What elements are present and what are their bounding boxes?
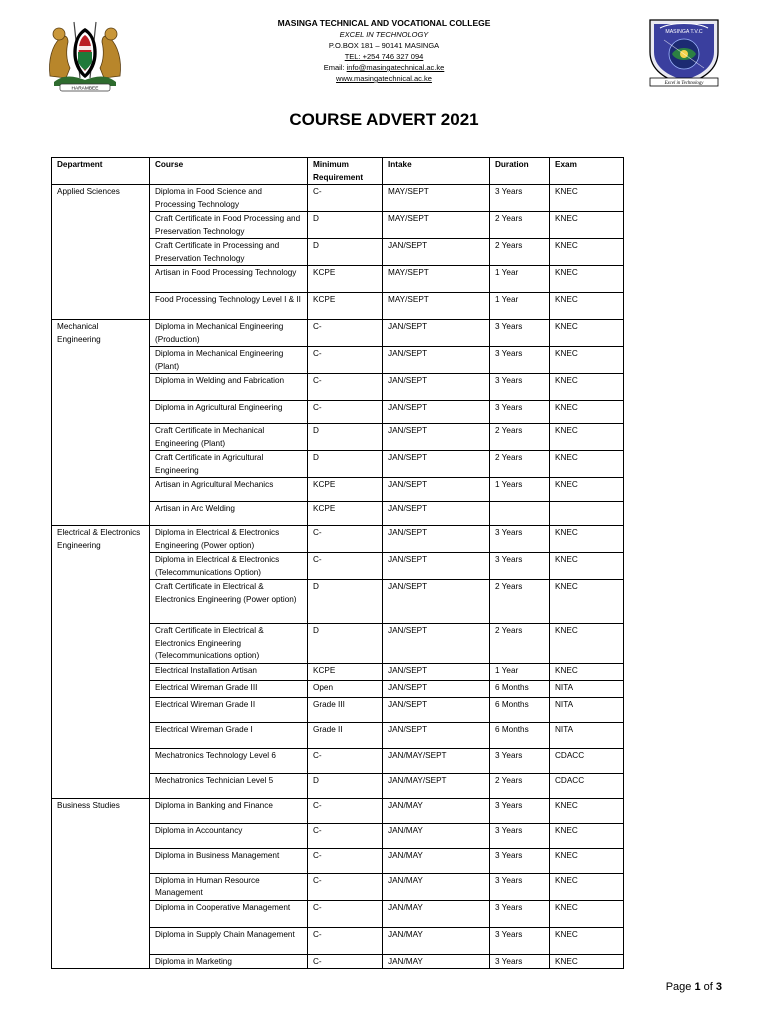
exam-cell: NITA	[550, 697, 624, 722]
requirement-cell: C-	[308, 900, 383, 927]
course-cell: Craft Certificate in Processing and Preservation Technology	[150, 239, 308, 266]
intake-cell: JAN/SEPT	[383, 320, 490, 347]
requirement-cell: KCPE	[308, 266, 383, 293]
intake-cell: JAN/SEPT	[383, 374, 490, 401]
course-table-body	[52, 185, 624, 969]
department-cell-empty	[52, 266, 150, 293]
duration-cell: 1 Year	[490, 266, 550, 293]
exam-cell	[550, 502, 624, 526]
requirement-cell: KCPE	[308, 478, 383, 502]
intake-cell: JAN/SEPT	[383, 663, 490, 680]
department-cell-empty	[52, 954, 150, 969]
table-header-row	[52, 158, 624, 185]
course-cell: Diploma in Mechanical Engineering (Production)	[150, 320, 308, 347]
exam-cell: KNEC	[550, 266, 624, 293]
email-label: Email:	[323, 63, 347, 72]
page-footer	[666, 981, 722, 993]
department-cell: Electrical & Electronics Engineering	[52, 526, 150, 553]
exam-cell: KNEC	[550, 526, 624, 553]
table-row	[52, 374, 624, 401]
exam-cell: KNEC	[550, 185, 624, 212]
department-cell-empty	[52, 848, 150, 873]
table-row	[52, 293, 624, 320]
course-cell: Artisan in Agricultural Mechanics	[150, 478, 308, 502]
department-cell-empty	[52, 451, 150, 478]
exam-cell: KNEC	[550, 954, 624, 969]
intake-cell: JAN/MAY	[383, 798, 490, 823]
exam-cell: KNEC	[550, 553, 624, 580]
exam-cell: KNEC	[550, 320, 624, 347]
exam-cell: KNEC	[550, 401, 624, 424]
duration-cell: 3 Years	[490, 798, 550, 823]
page-title: COURSE ADVERT 2021	[289, 110, 479, 129]
table-row	[52, 624, 624, 664]
department-cell-empty	[52, 873, 150, 900]
duration-cell: 3 Years	[490, 553, 550, 580]
department-cell: Mechanical Engineering	[52, 320, 150, 347]
course-cell: Electrical Installation Artisan	[150, 663, 308, 680]
duration-cell: 3 Years	[490, 320, 550, 347]
requirement-cell: C-	[308, 320, 383, 347]
intake-cell: JAN/SEPT	[383, 553, 490, 580]
intake-cell: JAN/MAY	[383, 873, 490, 900]
course-cell: Diploma in Banking and Finance	[150, 798, 308, 823]
exam-cell: CDACC	[550, 748, 624, 773]
course-cell: Craft Certificate in Food Processing and Preservation Technology	[150, 212, 308, 239]
requirement-cell: KCPE	[308, 293, 383, 320]
duration-cell: 1 Years	[490, 478, 550, 502]
requirement-cell: KCPE	[308, 663, 383, 680]
duration-cell: 2 Years	[490, 451, 550, 478]
exam-cell: KNEC	[550, 823, 624, 848]
table-row	[52, 873, 624, 900]
exam-cell: KNEC	[550, 424, 624, 451]
table-row	[52, 697, 624, 722]
table-row	[52, 773, 624, 798]
course-cell: Diploma in Food Science and Processing Technology	[150, 185, 308, 212]
department-cell-empty	[52, 773, 150, 798]
column-header-duration: Duration	[490, 158, 550, 185]
requirement-cell: D	[308, 773, 383, 798]
course-cell: Electrical Wireman Grade I	[150, 722, 308, 748]
course-cell: Diploma in Electrical & Electronics (Telecommunications Option)	[150, 553, 308, 580]
table-row	[52, 185, 624, 212]
course-cell: Diploma in Accountancy	[150, 823, 308, 848]
requirement-cell: D	[308, 239, 383, 266]
duration-cell: 3 Years	[490, 347, 550, 374]
intake-cell: JAN/MAY	[383, 900, 490, 927]
requirement-cell: C-	[308, 848, 383, 873]
table-row	[52, 927, 624, 954]
duration-cell: 2 Years	[490, 239, 550, 266]
intake-cell: MAY/SEPT	[383, 293, 490, 320]
column-header-intake: Intake	[383, 158, 490, 185]
requirement-cell: C-	[308, 185, 383, 212]
intake-cell: JAN/SEPT	[383, 239, 490, 266]
course-cell: Diploma in Supply Chain Management	[150, 927, 308, 954]
exam-cell: KNEC	[550, 212, 624, 239]
college-motto: EXCEL IN TECHNOLOGY	[339, 30, 429, 39]
table-row	[52, 553, 624, 580]
coat-of-arms-icon	[44, 16, 126, 92]
exam-cell: NITA	[550, 680, 624, 697]
exam-cell: KNEC	[550, 900, 624, 927]
duration-cell: 2 Years	[490, 580, 550, 624]
exam-cell: KNEC	[550, 451, 624, 478]
intake-cell: JAN/SEPT	[383, 624, 490, 664]
intake-cell: MAY/SEPT	[383, 212, 490, 239]
duration-cell: 2 Years	[490, 424, 550, 451]
department-cell-empty	[52, 697, 150, 722]
department-cell-empty	[52, 424, 150, 451]
department-cell-empty	[52, 927, 150, 954]
table-row	[52, 680, 624, 697]
intake-cell: JAN/SEPT	[383, 722, 490, 748]
requirement-cell: Grade III	[308, 697, 383, 722]
duration-cell: 3 Years	[490, 185, 550, 212]
of-word: of	[700, 981, 716, 993]
page-number: 1	[694, 981, 701, 993]
exam-cell: KNEC	[550, 580, 624, 624]
department-cell: Applied Sciences	[52, 185, 150, 212]
column-header-department: Department	[52, 158, 150, 185]
table-row	[52, 212, 624, 239]
course-cell: Craft Certificate in Electrical & Electronics Engineering (Telecommunications option)	[150, 624, 308, 664]
table-row	[52, 502, 624, 526]
requirement-cell: D	[308, 580, 383, 624]
intake-cell: JAN/SEPT	[383, 580, 490, 624]
department-cell-empty	[52, 374, 150, 401]
duration-cell: 3 Years	[490, 927, 550, 954]
table-row	[52, 239, 624, 266]
table-row	[52, 823, 624, 848]
department-cell-empty	[52, 502, 150, 526]
table-row	[52, 798, 624, 823]
table-row	[52, 722, 624, 748]
course-cell: Diploma in Mechanical Engineering (Plant)	[150, 347, 308, 374]
table-row	[52, 580, 624, 624]
total-pages: 3	[715, 981, 722, 993]
duration-cell: 3 Years	[490, 374, 550, 401]
department-cell-empty	[52, 663, 150, 680]
duration-cell	[490, 502, 550, 526]
intake-cell: JAN/SEPT	[383, 347, 490, 374]
requirement-cell: C-	[308, 553, 383, 580]
exam-cell: KNEC	[550, 374, 624, 401]
course-cell: Diploma in Marketing	[150, 954, 308, 969]
duration-cell: 3 Years	[490, 823, 550, 848]
department-cell-empty	[52, 748, 150, 773]
column-header-exam: Exam	[550, 158, 624, 185]
column-header-minimum-requirement: Minimum Requirement	[308, 158, 383, 185]
exam-cell: KNEC	[550, 624, 624, 664]
requirement-cell: C-	[308, 374, 383, 401]
exam-cell: KNEC	[550, 848, 624, 873]
duration-cell: 6 Months	[490, 722, 550, 748]
requirement-cell: C-	[308, 873, 383, 900]
table-row	[52, 748, 624, 773]
duration-cell: 2 Years	[490, 624, 550, 664]
department-cell-empty	[52, 478, 150, 502]
table-row	[52, 900, 624, 927]
intake-cell: JAN/MAY	[383, 823, 490, 848]
requirement-cell: D	[308, 451, 383, 478]
email-line	[250, 62, 518, 73]
requirement-cell: KCPE	[308, 502, 383, 526]
logo-motto-text: Excel in Technology	[664, 81, 704, 86]
course-cell: Food Processing Technology Level I & II	[150, 293, 308, 320]
department-cell-empty	[52, 212, 150, 239]
duration-cell: 2 Years	[490, 212, 550, 239]
requirement-cell: D	[308, 424, 383, 451]
page-word: Page	[665, 981, 695, 993]
course-cell: Diploma in Business Management	[150, 848, 308, 873]
table-row	[52, 954, 624, 969]
intake-cell: JAN/SEPT	[383, 680, 490, 697]
duration-cell: 3 Years	[490, 954, 550, 969]
table-row	[52, 848, 624, 873]
course-cell: Craft Certificate in Electrical & Electronics Engineering (Power option)	[150, 580, 308, 624]
requirement-cell: D	[308, 624, 383, 664]
intake-cell: JAN/MAY	[383, 927, 490, 954]
crest-banner-text: HARAMBEE	[71, 86, 99, 92]
website-link[interactable]: www.masingatechnical.ac.ke	[336, 74, 432, 83]
table-row	[52, 401, 624, 424]
table-row	[52, 451, 624, 478]
department-cell-empty	[52, 401, 150, 424]
intake-cell: JAN/MAY	[383, 954, 490, 969]
department-cell: Business Studies	[52, 798, 150, 823]
college-logo-icon	[644, 16, 724, 88]
duration-cell: 2 Years	[490, 773, 550, 798]
duration-cell: 3 Years	[490, 401, 550, 424]
department-cell-empty	[52, 580, 150, 624]
requirement-cell: Grade II	[308, 722, 383, 748]
exam-cell: KNEC	[550, 663, 624, 680]
course-cell: Diploma in Agricultural Engineering	[150, 401, 308, 424]
course-cell: Artisan in Food Processing Technology	[150, 266, 308, 293]
duration-cell: 6 Months	[490, 697, 550, 722]
duration-cell: 3 Years	[490, 748, 550, 773]
department-cell-empty	[52, 624, 150, 664]
table-row	[52, 320, 624, 347]
course-cell: Electrical Wireman Grade III	[150, 680, 308, 697]
exam-cell: KNEC	[550, 873, 624, 900]
intake-cell: JAN/SEPT	[383, 424, 490, 451]
exam-cell: CDACC	[550, 773, 624, 798]
course-cell: Diploma in Cooperative Management	[150, 900, 308, 927]
intake-cell: JAN/MAY	[383, 848, 490, 873]
table-row	[52, 347, 624, 374]
college-name: MASINGA TECHNICAL AND VOCATIONAL COLLEGE	[277, 18, 491, 28]
exam-cell: KNEC	[550, 798, 624, 823]
intake-cell: JAN/SEPT	[383, 451, 490, 478]
course-cell: Craft Certificate in Mechanical Engineering (Plant)	[150, 424, 308, 451]
email-link[interactable]: info@masingatechnical.ac.ke	[346, 63, 445, 72]
duration-cell: 6 Months	[490, 680, 550, 697]
exam-cell: KNEC	[550, 347, 624, 374]
duration-cell: 1 Year	[490, 293, 550, 320]
requirement-cell: C-	[308, 927, 383, 954]
requirement-cell: C-	[308, 526, 383, 553]
requirement-cell: C-	[308, 954, 383, 969]
requirement-cell: C-	[308, 401, 383, 424]
course-cell: Electrical Wireman Grade II	[150, 697, 308, 722]
department-cell-empty	[52, 900, 150, 927]
postal-address: P.O.BOX 181 – 90141 MASINGA	[328, 41, 440, 50]
course-cell: Diploma in Welding and Fabrication	[150, 374, 308, 401]
course-table	[51, 157, 624, 969]
exam-cell: KNEC	[550, 293, 624, 320]
exam-cell: KNEC	[550, 478, 624, 502]
exam-cell: NITA	[550, 722, 624, 748]
requirement-cell: D	[308, 212, 383, 239]
letterhead	[250, 18, 518, 84]
table-row	[52, 266, 624, 293]
intake-cell: JAN/SEPT	[383, 697, 490, 722]
intake-cell: MAY/SEPT	[383, 185, 490, 212]
intake-cell: MAY/SEPT	[383, 266, 490, 293]
duration-cell: 3 Years	[490, 900, 550, 927]
table-row	[52, 478, 624, 502]
department-cell-empty	[52, 347, 150, 374]
logo-name-text: MASINGA T.V.C	[665, 29, 703, 35]
requirement-cell: Open	[308, 680, 383, 697]
intake-cell: JAN/MAY/SEPT	[383, 773, 490, 798]
column-header-course: Course	[150, 158, 308, 185]
telephone: TEL: +254 746 327 094	[344, 52, 424, 61]
exam-cell: KNEC	[550, 239, 624, 266]
department-cell-empty	[52, 239, 150, 266]
duration-cell: 3 Years	[490, 873, 550, 900]
duration-cell: 3 Years	[490, 848, 550, 873]
duration-cell: 1 Year	[490, 663, 550, 680]
requirement-cell: C-	[308, 823, 383, 848]
requirement-cell: C-	[308, 798, 383, 823]
course-cell: Artisan in Arc Welding	[150, 502, 308, 526]
department-cell-empty	[52, 553, 150, 580]
intake-cell: JAN/SEPT	[383, 401, 490, 424]
course-cell: Diploma in Human Resource Management	[150, 873, 308, 900]
table-row	[52, 526, 624, 553]
intake-cell: JAN/MAY/SEPT	[383, 748, 490, 773]
course-cell: Diploma in Electrical & Electronics Engineering (Power option)	[150, 526, 308, 553]
requirement-cell: C-	[308, 748, 383, 773]
department-cell-empty	[52, 823, 150, 848]
table-row	[52, 424, 624, 451]
intake-cell: JAN/SEPT	[383, 526, 490, 553]
intake-cell: JAN/SEPT	[383, 502, 490, 526]
department-cell-empty	[52, 722, 150, 748]
department-cell-empty	[52, 293, 150, 320]
requirement-cell: C-	[308, 347, 383, 374]
course-cell: Mechatronics Technology Level 6	[150, 748, 308, 773]
intake-cell: JAN/SEPT	[383, 478, 490, 502]
department-cell-empty	[52, 680, 150, 697]
course-cell: Craft Certificate in Agricultural Engineering	[150, 451, 308, 478]
table-row	[52, 663, 624, 680]
course-cell: Mechatronics Technician Level 5	[150, 773, 308, 798]
exam-cell: KNEC	[550, 927, 624, 954]
duration-cell: 3 Years	[490, 526, 550, 553]
